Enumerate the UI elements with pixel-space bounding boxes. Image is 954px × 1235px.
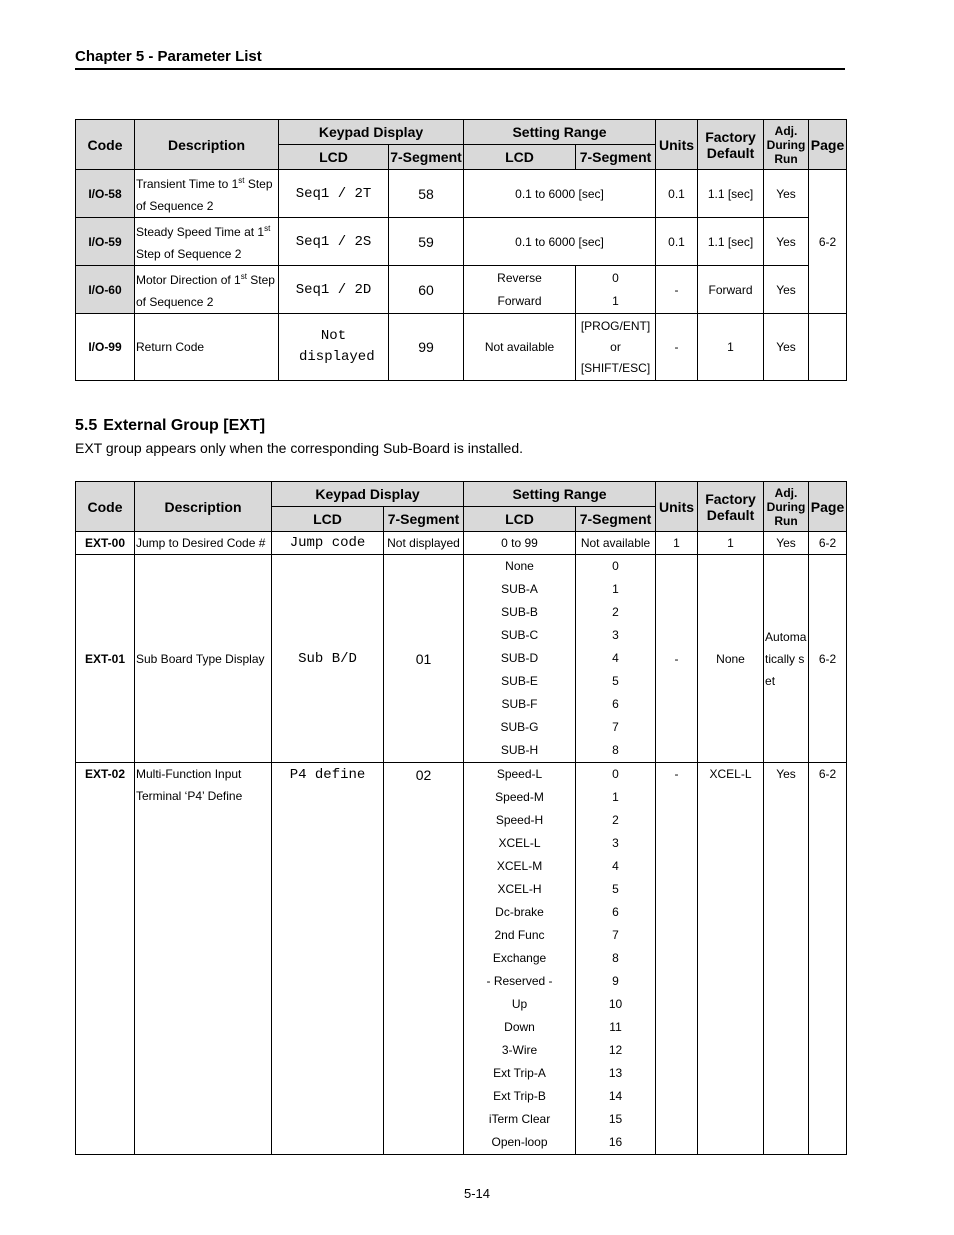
setting-range: 0.1 to 6000 [sec] [464,170,656,218]
lcd-display: P4 define [272,763,384,1155]
seg-display: 02 [384,763,464,1155]
col-page: Page [809,482,847,532]
page-ref: 6-2 [809,532,847,555]
factory-default: XCEL-L [698,763,764,1155]
list-item: SUB-A [501,582,538,596]
list-item: 3-Wire [501,1043,538,1057]
adj-during-run: Yes [764,266,809,314]
param-code: I/O-59 [76,218,135,266]
list-item: 8 [612,951,619,965]
lcd-display: Seq1 / 2T [279,170,389,218]
chapter-header [75,46,845,70]
table-row [76,763,847,1155]
col-keypad-display: Keypad Display [272,482,464,507]
lcd-display: Seq1 / 2D [279,266,389,314]
list-item: 16 [608,1135,623,1149]
adj-during-run: Yes [764,218,809,266]
range-lcd-list [464,763,576,1155]
col-adj-during-run: Adj. During Run [764,482,809,532]
col-page: Page [809,120,847,170]
units: - [656,555,698,763]
list-item: XCEL-M [496,859,543,873]
chapter-title: Chapter 5 - Parameter List [75,48,262,65]
list-item: 11 [609,1020,622,1034]
adj-during-run: Yes [764,532,809,555]
col-factory-default: Factory Default [698,482,764,532]
param-code: I/O-58 [76,170,135,218]
factory-default: 1 [698,532,764,555]
units: 0.1 [656,218,698,266]
col-7segment: 7-Segment [389,145,464,170]
page-ref: 6-2 [809,555,847,763]
table-row [76,266,847,314]
col-adj-during-run: Adj. During Run [764,120,809,170]
page-ref: 6-2 [809,170,847,314]
list-item: 2 [612,813,619,827]
list-item: 3 [612,628,619,642]
factory-default: 1 [698,314,764,381]
page-ref: 6-2 [809,763,847,1155]
list-item: 12 [608,1043,623,1057]
list-item: Down [504,1020,535,1034]
factory-default: 1.1 [sec] [698,218,764,266]
list-item: - Reserved - [486,974,553,988]
col-keypad-display: Keypad Display [279,120,464,145]
section-heading [75,417,265,435]
list-item: 10 [608,997,623,1011]
list-item: SUB-H [500,743,539,757]
factory-default: 1.1 [sec] [698,170,764,218]
list-item: 2nd Func [494,928,545,942]
param-description: Steady Speed Time at 1st Step of Sequence 2 [135,218,279,266]
list-item: 1 [612,582,619,596]
section-intro: EXT group appears only when the corresponding Sub-Board is installed. [75,440,524,456]
list-item: 9 [612,974,619,988]
list-item: Speed-H [495,813,544,827]
lcd-display: Jump code [272,532,384,555]
adj-during-run: Yes [764,314,809,381]
param-code: I/O-99 [76,314,135,381]
list-item: SUB-B [501,605,538,619]
list-item: 13 [608,1066,623,1080]
table-row [76,532,847,555]
param-code: EXT-00 [76,532,135,555]
range-lcd: 0 to 99 [464,532,576,555]
list-item: Dc-brake [495,905,544,919]
range-seg-list [576,555,656,763]
col-units: Units [656,120,698,170]
list-item: 3 [612,836,619,850]
param-description: Sub Board Type Display [135,555,272,763]
seg-display: 01 [384,555,464,763]
units: 0.1 [656,170,698,218]
list-item: SUB-E [501,674,538,688]
seg-display: 59 [389,218,464,266]
col-7segment: 7-Segment [384,507,464,532]
list-item: 4 [612,651,619,665]
col-range-lcd: LCD [464,507,576,532]
list-item: 0 [612,559,619,573]
list-item: 5 [612,882,619,896]
range-seg-list: [PROG/ENT] or [SHIFT/ESC] [576,314,656,381]
col-units: Units [656,482,698,532]
units: - [656,266,698,314]
table-row [76,555,847,763]
table-row [76,170,847,218]
param-description: Transient Time to 1st Step of Sequence 2 [135,170,279,218]
list-item: Exchange [492,951,547,965]
col-setting-range: Setting Range [464,120,656,145]
section-number: 5.5 [75,417,98,434]
list-item: 4 [612,859,619,873]
list-item: SUB-D [500,651,539,665]
list-item: XCEL-L [498,836,541,850]
param-description: Motor Direction of 1st Step of Sequence 2 [135,266,279,314]
factory-default: Forward [698,266,764,314]
col-range-lcd: LCD [464,145,576,170]
seg-display: Not displayed [384,532,464,555]
lcd-display: Seq1 / 2S [279,218,389,266]
units: 1 [656,532,698,555]
adj-during-run: Yes [764,763,809,1155]
list-item: Ext Trip-B [493,1089,546,1103]
ext-parameter-table [75,481,847,1155]
table-row [76,314,847,381]
list-item: None [505,559,534,573]
table-row [76,218,847,266]
list-item: 5 [612,674,619,688]
range-lcd-list [464,555,576,763]
list-item: 7 [612,928,619,942]
units: - [656,763,698,1155]
col-description: Description [135,482,272,532]
col-lcd: LCD [272,507,384,532]
list-item: SUB-F [501,697,538,711]
list-item: Open-loop [491,1135,548,1149]
units: - [656,314,698,381]
list-item: 0 [612,767,619,781]
col-setting-range: Setting Range [464,482,656,507]
param-code: EXT-01 [76,555,135,763]
list-item: 1 [612,790,619,804]
col-code: Code [76,482,135,532]
param-description: Multi-Function Input Terminal ‘P4’ Define [135,763,272,1155]
param-code: I/O-60 [76,266,135,314]
section-title: External Group [EXT] [103,417,266,434]
range-lcd: Not available [464,314,576,381]
seg-display: 99 [389,314,464,381]
list-item: Speed-M [495,790,544,804]
col-range-7segment: 7-Segment [576,145,656,170]
col-lcd: LCD [279,145,389,170]
col-range-7segment: 7-Segment [576,507,656,532]
seg-display: 60 [389,266,464,314]
lcd-display: Sub B/D [272,555,384,763]
param-description: Jump to Desired Code # [135,532,272,555]
list-item: SUB-C [500,628,539,642]
col-factory-default: Factory Default [698,120,764,170]
list-item: XCEL-H [497,882,542,896]
lcd-display: Not displayed [279,314,389,381]
list-item: Up [511,997,528,1011]
factory-default: None [698,555,764,763]
range-seg-list: 0 1 [576,266,656,314]
list-item: Ext Trip-A [493,1066,546,1080]
list-item: 15 [608,1112,623,1126]
page-ref [809,314,847,381]
col-code: Code [76,120,135,170]
range-seg: Not available [576,532,656,555]
param-code: EXT-02 [76,763,135,1155]
list-item: 6 [612,905,619,919]
list-item: 6 [612,697,619,711]
list-item: Speed-L [496,767,543,781]
seg-display: 58 [389,170,464,218]
setting-range: 0.1 to 6000 [sec] [464,218,656,266]
list-item: 2 [612,605,619,619]
adj-during-run: Automatically set [764,555,809,763]
list-item: 7 [612,720,619,734]
io-parameter-table [75,119,847,381]
range-seg-list [576,763,656,1155]
list-item: 14 [608,1089,623,1103]
adj-during-run: Yes [764,170,809,218]
range-lcd-list: Reverse Forward [464,266,576,314]
list-item: iTerm Clear [488,1112,551,1126]
list-item: 8 [612,743,619,757]
page-number: 5-14 [463,1186,491,1201]
param-description: Return Code [135,314,279,381]
list-item: SUB-G [500,720,539,734]
col-description: Description [135,120,279,170]
